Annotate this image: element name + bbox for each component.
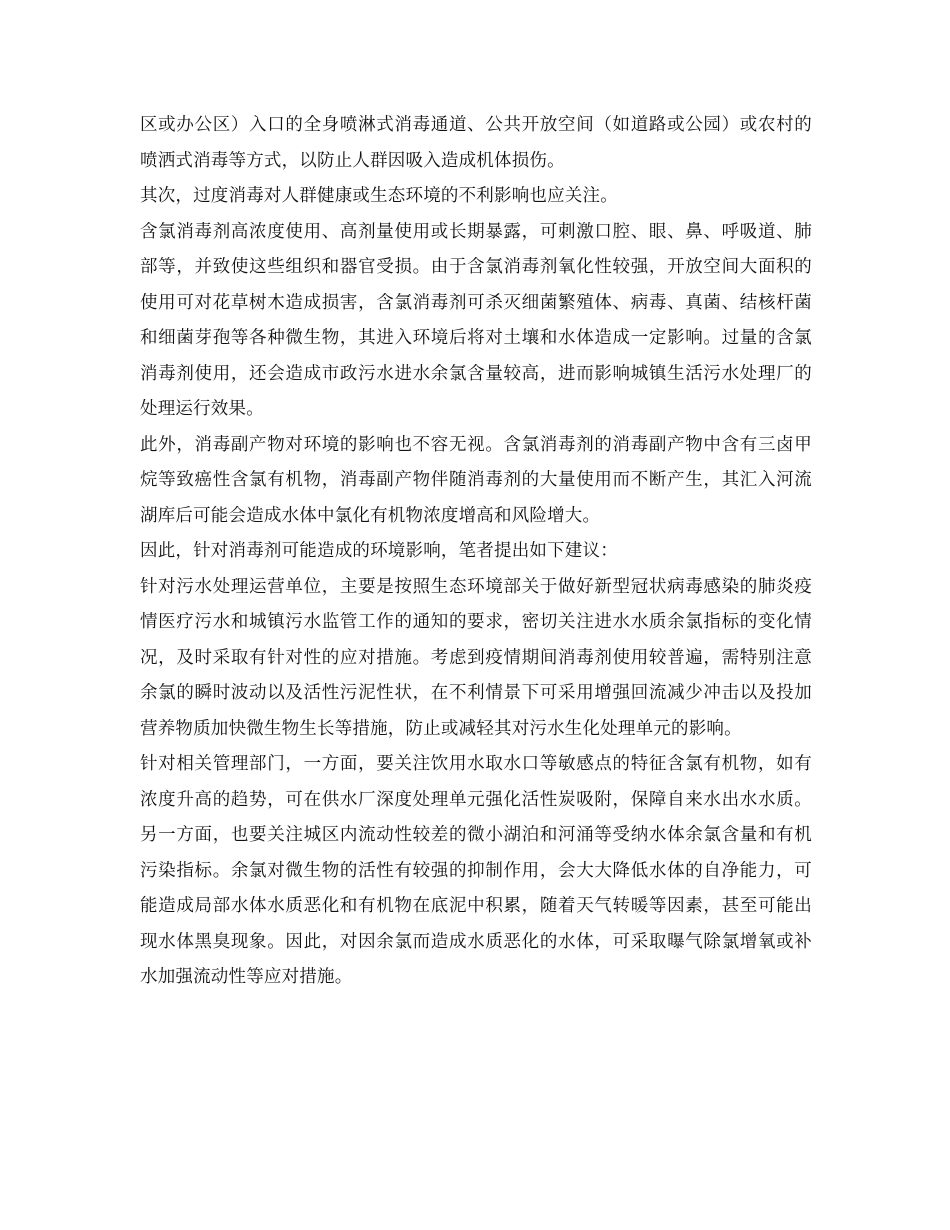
paragraph-7: 针对相关管理部门，一方面，要关注饮用水取水口等敏感点的特征含氯有机物，如有浓度升高的趋势，可在供水厂深度处理单元强化活性炭吸附，保障自来水出水水质。另一方面，也要关注城区内流动性较差的微小湖泊和河涌等受纳水体余氯含量和有机污染指标。余氯对微生物的活性有较强的抑制作用，会大大降低水体的自净能力，可能造成局部水体水质恶化和有机物在底泥中积累，随着天气转暖等因素，甚至可能出现水体黑臭现象。因此，对因余氯而造成水质恶化的水体，可采取曝气除氯增氧或补水加强流动性等应对措施。 — [140, 754, 812, 987]
paragraph-4: 此外，消毒副产物对环境的影响也不容无视。含氯消毒剂的消毒副产物中含有三卤甲烷等致癌性含氯有机物，消毒副产物伴随消毒剂的大量使用而不断产生，其汇入河流湖库后可能会造成水体中氯化有机物浓度增高和风险增大。 — [140, 434, 812, 526]
paragraph-5: 因此，针对消毒剂可能造成的环境影响，笔者提出如下建议： — [140, 541, 618, 561]
paragraph-2: 其次，过度消毒对人群健康或生态环境的不利影响也应关注。 — [140, 186, 618, 206]
paragraph-6: 针对污水处理运营单位，主要是按照生态环境部关于做好新型冠状病毒感染的肺炎疫情医疗污水和城镇污水监管工作的通知的要求，密切关注进水水质余氯指标的变化情况，及时采取有针对性的应对措施。考虑到疫情期间消毒剂使用较普遍，需特别注意余氯的瞬时波动以及活性污泥性状，在不利情景下可采用增强回流减少冲击以及投加营养物质加快微生物生长等措施，防止或减轻其对污水生化处理单元的影响。 — [140, 576, 812, 739]
paragraph-3: 含氯消毒剂高浓度使用、高剂量使用或长期暴露，可刺激口腔、眼、鼻、呼吸道、肺部等，并致使这些组织和器官受损。由于含氯消毒剂氧化性较强，开放空间大面积的使用可对花草树木造成损害，含氯消毒剂可杀灭细菌繁殖体、病毒、真菌、结核杆菌和细菌芽孢等各种微生物，其进入环境后将对土壤和水体造成一定影响。过量的含氯消毒剂使用，还会造成市政污水进水余氯含量较高，进而影响城镇生活污水处理厂的处理运行效果。 — [140, 221, 812, 419]
paragraph-1: 区或办公区）入口的全身喷淋式消毒通道、公共开放空间（如道路或公园）或农村的喷洒式消毒等方式，以防止人群因吸入造成机体损伤。 — [140, 115, 812, 171]
document-page — [140, 108, 812, 996]
